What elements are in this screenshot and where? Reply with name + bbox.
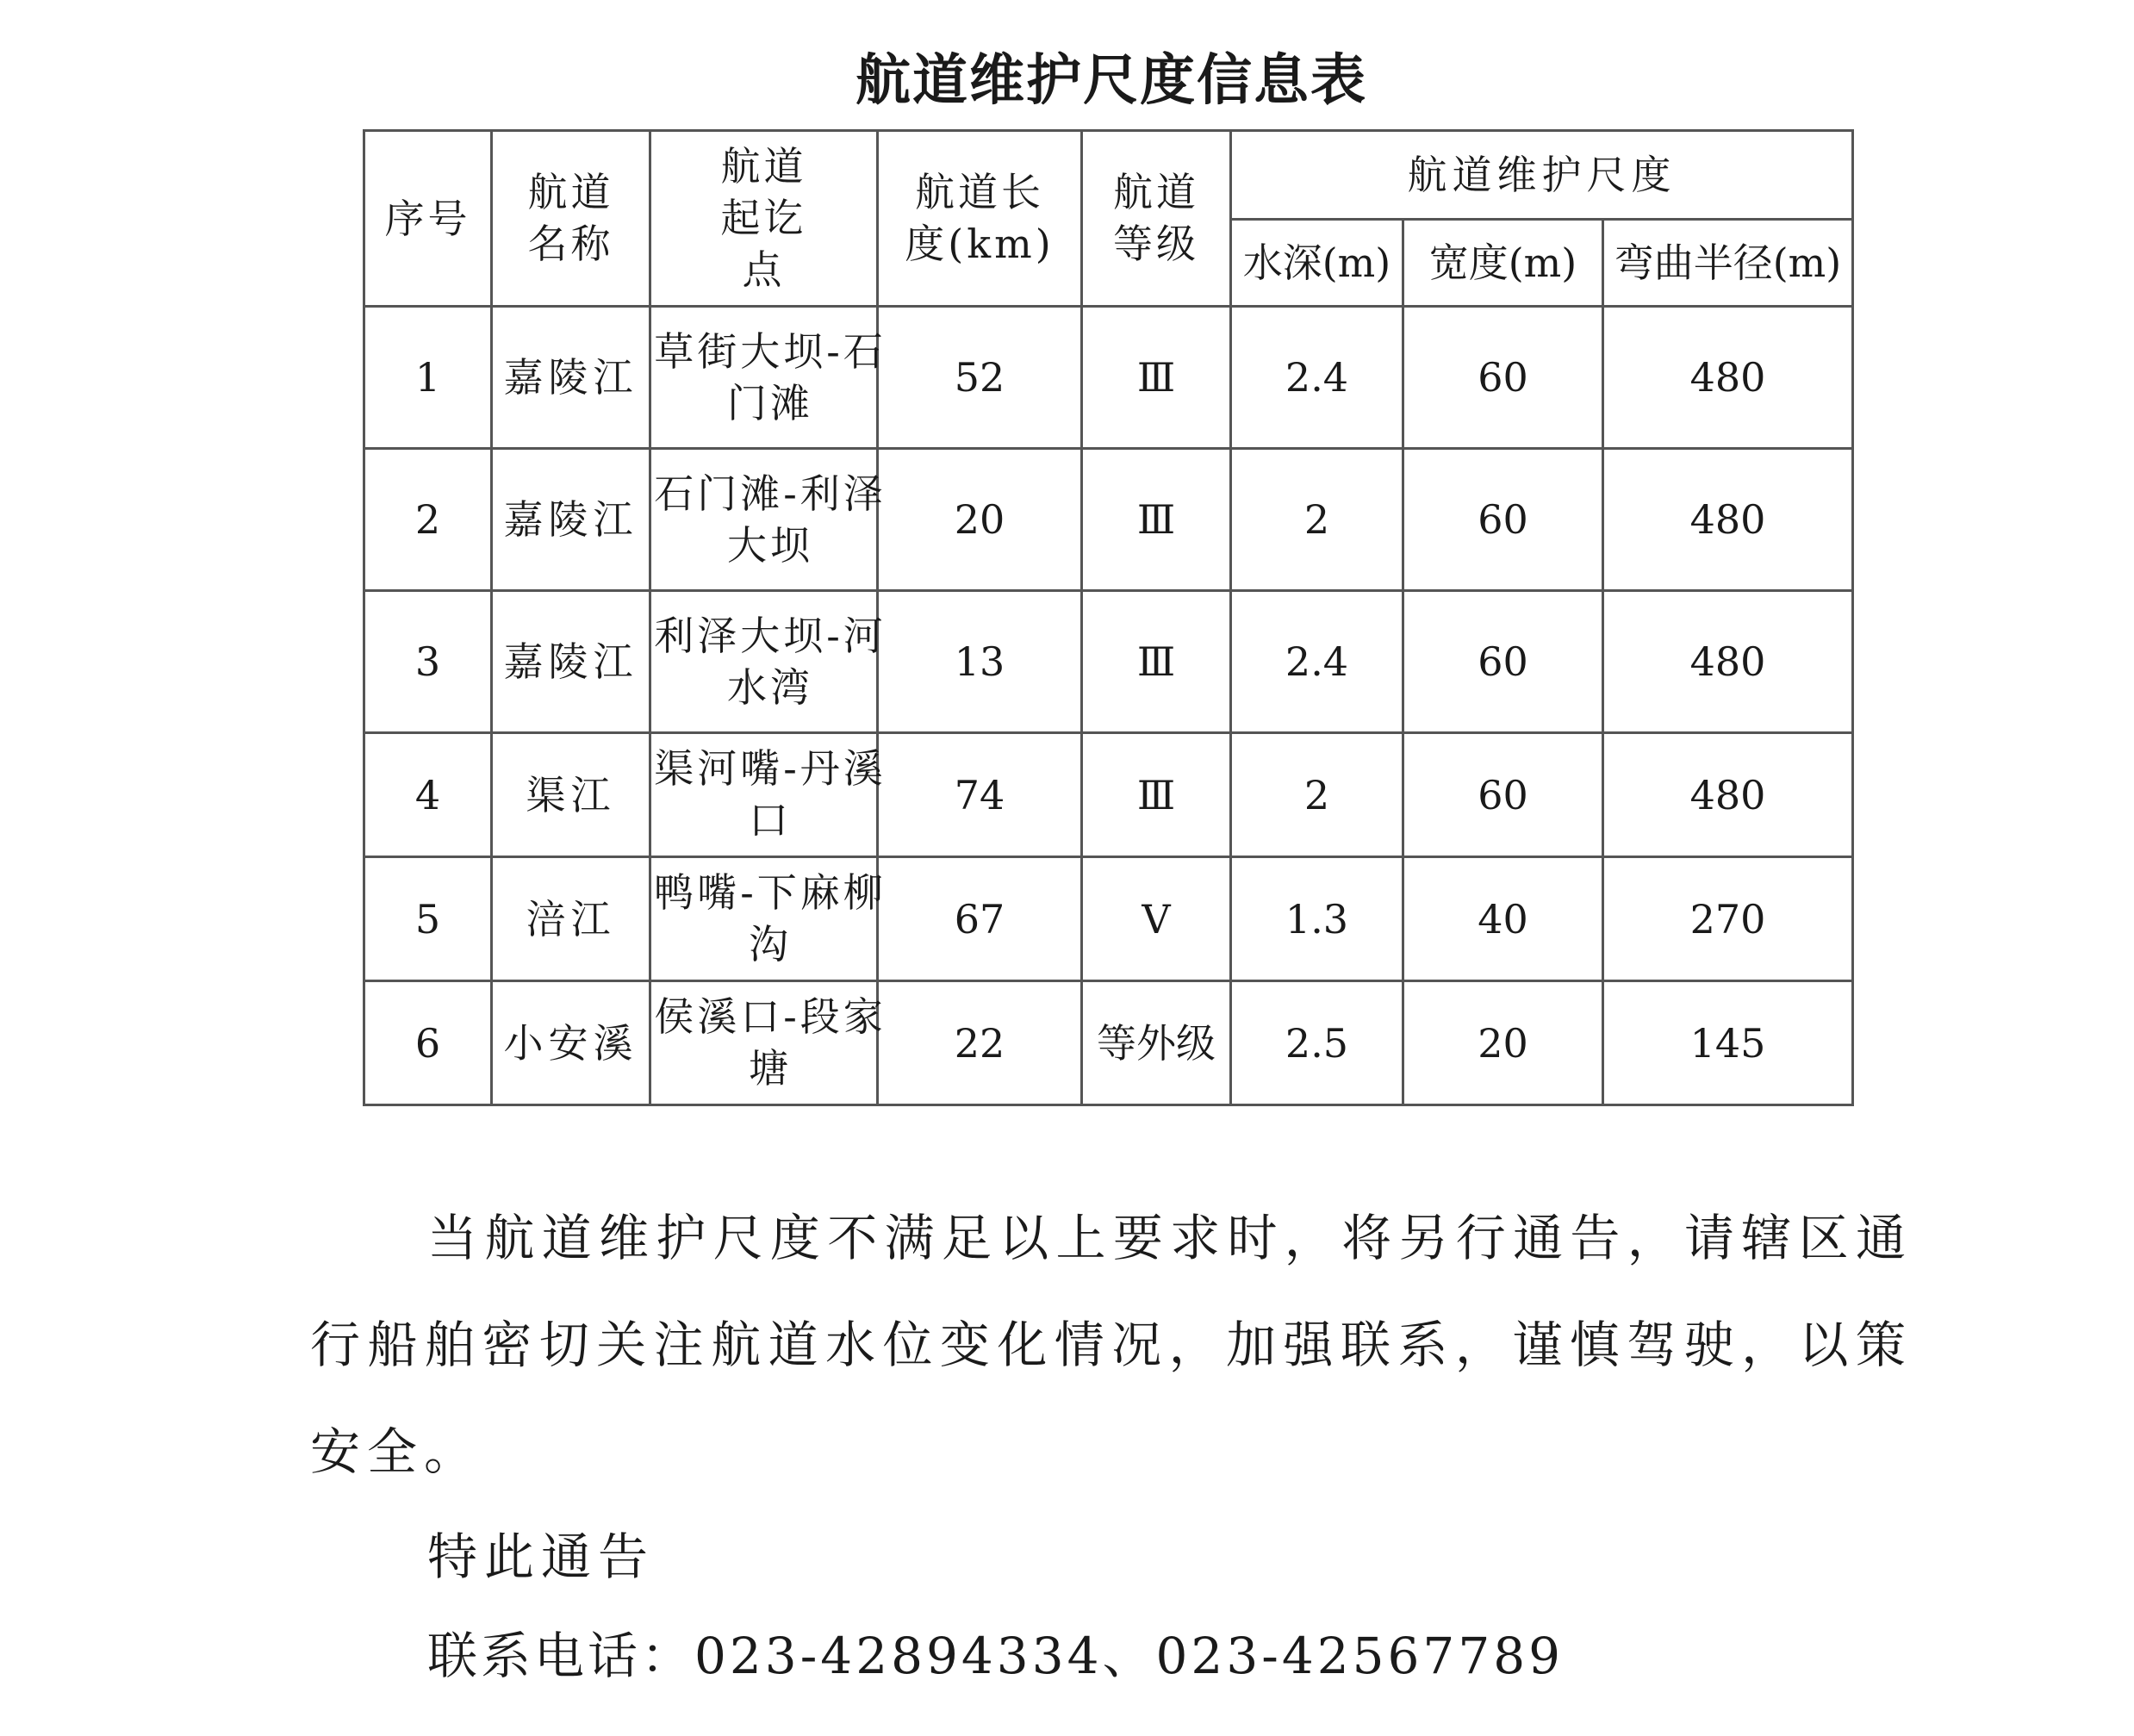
cell-name: 嘉陵江	[492, 307, 650, 449]
header-grade: 航道等级	[1082, 131, 1231, 307]
table-row	[364, 591, 1853, 733]
cell-name: 涪江	[492, 857, 650, 981]
cell-width: 60	[1403, 733, 1603, 857]
cell-depth: 2	[1231, 733, 1403, 857]
cell-width: 40	[1403, 857, 1603, 981]
cell-length: 13	[878, 591, 1082, 733]
table-row	[364, 733, 1853, 857]
cell-length: 74	[878, 733, 1082, 857]
cell-range: 渠河嘴-丹溪口	[650, 733, 878, 857]
cell-depth: 2.4	[1231, 591, 1403, 733]
cell-radius: 145	[1603, 981, 1853, 1105]
cell-width: 60	[1403, 307, 1603, 449]
cell-length: 67	[878, 857, 1082, 981]
cell-depth: 1.3	[1231, 857, 1403, 981]
table-row	[364, 981, 1853, 1105]
cell-grade: Ⅲ	[1082, 449, 1231, 591]
cell-seq: 1	[364, 307, 492, 449]
table-row	[364, 307, 1853, 449]
cell-name: 小安溪	[492, 981, 650, 1105]
cell-grade: Ⅲ	[1082, 591, 1231, 733]
cell-grade: V	[1082, 857, 1231, 981]
cell-depth: 2	[1231, 449, 1403, 591]
cell-seq: 3	[364, 591, 492, 733]
cell-grade: 等外级	[1082, 981, 1231, 1105]
cell-length: 52	[878, 307, 1082, 449]
header-radius: 弯曲半径(m)	[1603, 220, 1853, 307]
cell-name: 嘉陵江	[492, 449, 650, 591]
cell-depth: 2.4	[1231, 307, 1403, 449]
cell-radius: 480	[1603, 449, 1853, 591]
cell-range: 鸭嘴-下麻柳沟	[650, 857, 878, 981]
channel-maintenance-table	[363, 129, 1854, 1106]
cell-width: 60	[1403, 449, 1603, 591]
cell-grade: Ⅲ	[1082, 307, 1231, 449]
header-name: 航道名称	[492, 131, 650, 307]
header-maintenance: 航道维护尺度	[1231, 131, 1853, 220]
notice-closing: 特此通告	[427, 1528, 656, 1586]
cell-seq: 2	[364, 449, 492, 591]
cell-seq: 6	[364, 981, 492, 1105]
cell-range: 石门滩-利泽大坝	[650, 449, 878, 591]
cell-name: 渠江	[492, 733, 650, 857]
cell-length: 22	[878, 981, 1082, 1105]
cell-depth: 2.5	[1231, 981, 1403, 1105]
cell-seq: 4	[364, 733, 492, 857]
cell-width: 20	[1403, 981, 1603, 1105]
cell-range: 侯溪口-段家塘	[650, 981, 878, 1105]
header-seq: 序号	[364, 131, 492, 307]
cell-range: 草街大坝-石门滩	[650, 307, 878, 449]
cell-grade: Ⅲ	[1082, 733, 1231, 857]
cell-radius: 480	[1603, 733, 1853, 857]
cell-seq: 5	[364, 857, 492, 981]
header-range: 航道起讫点	[650, 131, 878, 307]
header-length: 航道长度(km)	[878, 131, 1082, 307]
cell-radius: 270	[1603, 857, 1853, 981]
cell-radius: 480	[1603, 591, 1853, 733]
page-title: 航道维护尺度信息表	[855, 49, 1367, 113]
table-row	[364, 449, 1853, 591]
cell-length: 20	[878, 449, 1082, 591]
cell-width: 60	[1403, 591, 1603, 733]
cell-radius: 480	[1603, 307, 1853, 449]
header-depth: 水深(m)	[1231, 220, 1403, 307]
notice-paragraph: 当航道维护尺度不满足以上要求时，将另行通告，请辖区通行船舶密切关注航道水位变化情况，加强联系，谨慎驾驶，以策安全。	[310, 1209, 1913, 1481]
table-row	[364, 857, 1853, 981]
cell-range: 利泽大坝-河水湾	[650, 591, 878, 733]
contact-phone: 联系电话：023-42894334、023-42567789	[427, 1627, 1565, 1685]
header-width: 宽度(m)	[1403, 220, 1603, 307]
cell-name: 嘉陵江	[492, 591, 650, 733]
